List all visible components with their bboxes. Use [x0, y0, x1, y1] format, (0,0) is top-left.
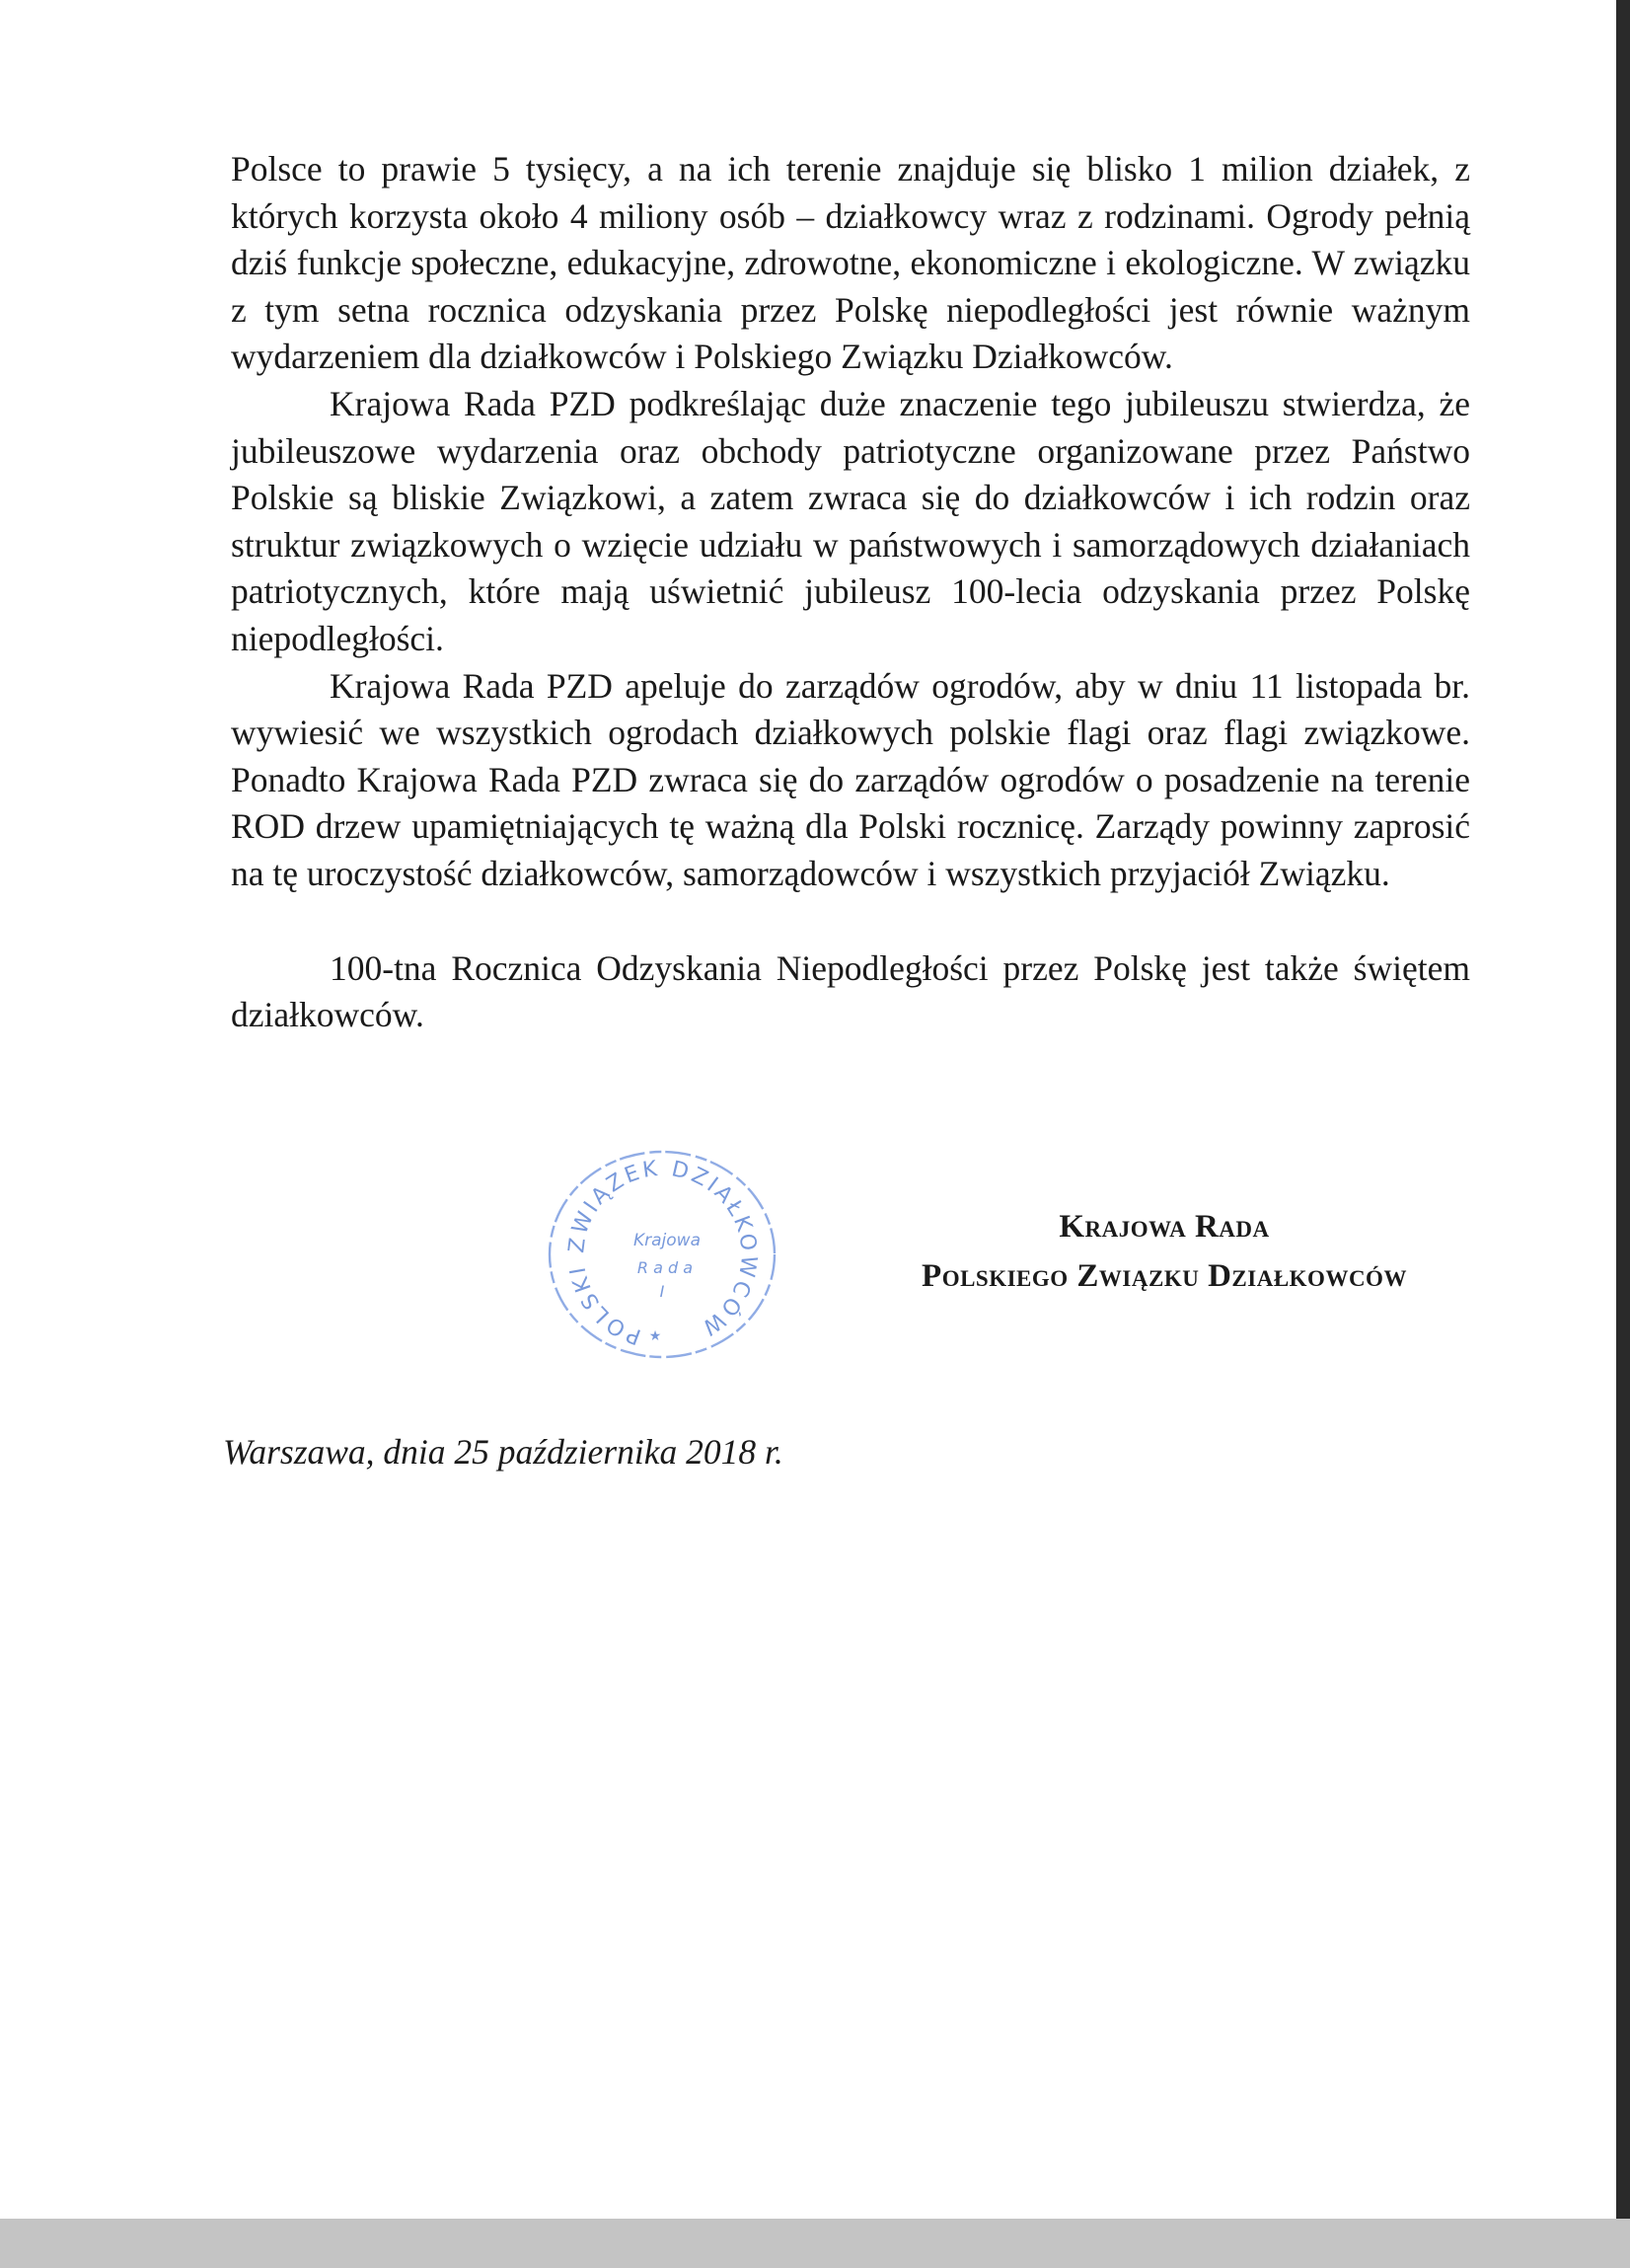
signature-line-1: Krajowa Rada [1059, 1209, 1270, 1245]
signature-block [819, 1202, 1510, 1301]
star-icon: ★ [648, 1328, 662, 1344]
scan-edge [1616, 0, 1630, 2268]
place-and-date: Warszawa, dnia 25 października 2018 r. [223, 1432, 783, 1472]
paragraph-2: Krajowa Rada PZD podkreślając duże znaczenie tego jubileuszu stwierdza, że jubileuszowe wydarzenia oraz obchody patriotyczne organizowane przez Państwo Polskie są bliskie Związkowi, a zatem zwraca się do działkowców i ich rodzin oraz struktur związkowych o wzięcie udziału w państwowych i samorządowych działaniach patriotycznych, które mają uświetnić jubileusz 100-lecia odzyskania przez Polskę niepodległości. [231, 383, 1470, 658]
stamp-inner-line-2: R a d a [636, 1258, 694, 1277]
paragraph-4: 100-tna Rocznica Odzyskania Niepodległości przez Polskę jest także świętem działkowców. [231, 947, 1470, 1035]
paragraph-1: Polsce to prawie 5 tysięcy, a na ich terenie znajduje się blisko 1 milion działek, z których korzysta około 4 miliony osób – działkowcy wraz z rodzinami. Ogrody pełnią dziś funkcje społeczne, edukacyjne, zdrowotne, ekonomiczne i ekologiczne. W związku z tym setna rocznica odzyskania przez Polskę niepodległości jest równie ważnym wydarzeniem dla działkowców i Polskiego Związku Działkowców. [231, 149, 1470, 377]
signature-line-2: Polskiego Związku Działkowców [922, 1258, 1407, 1294]
stamp-inner-line-1: Krajowa [633, 1231, 701, 1250]
stamp-inner-line-3: I [659, 1282, 665, 1301]
scan-bottom-strip [0, 2219, 1630, 2268]
paragraph-3: Krajowa Rada PZD apeluje do zarządów ogrodów, aby w dniu 11 listopada br. wywiesić we wszystkich ogrodach działkowych polskie flagi oraz flagi związkowe. Ponadto Krajowa Rada PZD zwraca się do zarządów ogrodów o posadzenie na terenie ROD drzew upamiętniających tę ważną dla Polski rocznicę. Zarządy powinny zaprosić na tę uroczystość działkowców, samorządowców i wszystkich przyjaciół Związku. [231, 665, 1470, 893]
letter-body [231, 146, 1470, 1039]
stamp-ring-text: POLSKI ZWIĄZEK DZIAŁKOWCÓW [564, 1156, 762, 1349]
organization-stamp [541, 1143, 783, 1366]
